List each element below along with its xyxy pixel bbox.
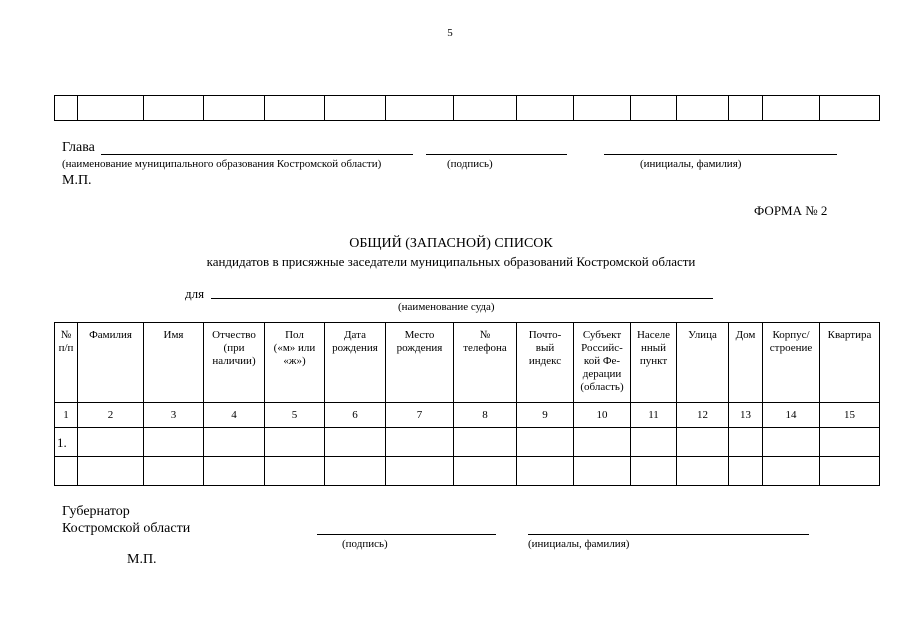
column-header-line: п/п <box>58 342 74 354</box>
column-header <box>631 323 677 403</box>
head-label: Глава <box>62 140 95 155</box>
municipality-line <box>101 154 413 155</box>
table-cell <box>517 457 574 486</box>
column-header-line: № <box>479 329 491 341</box>
table-cell <box>631 457 677 486</box>
table-cell <box>454 428 517 457</box>
table-row <box>55 428 880 457</box>
column-number: 6 <box>325 403 386 428</box>
column-header-line: рождения <box>332 342 378 354</box>
table-cell <box>574 457 631 486</box>
column-header-line: дерации <box>582 368 622 380</box>
column-header-line: (область) <box>580 381 624 393</box>
table-cell <box>144 457 204 486</box>
column-header-line: «ж») <box>283 355 306 367</box>
row-number-cell: 1. <box>55 428 78 457</box>
table-cell <box>677 457 729 486</box>
name-line <box>604 154 837 155</box>
table-cell <box>574 428 631 457</box>
column-number: 9 <box>517 403 574 428</box>
column-header-line: рождения <box>396 342 443 354</box>
column-header-line: № <box>60 329 72 341</box>
table-cell <box>78 457 144 486</box>
table-cell <box>325 428 386 457</box>
column-number: 1 <box>55 403 78 428</box>
column-header-line: строение <box>769 342 813 354</box>
column-header <box>204 323 265 403</box>
table-cell <box>144 428 204 457</box>
for-label: для <box>185 286 205 301</box>
column-header <box>386 323 454 403</box>
column-header-line: Российс- <box>581 342 623 354</box>
list-title: ОБЩИЙ (ЗАПАСНОЙ) СПИСОК <box>349 236 553 251</box>
column-header-line: Пол <box>285 329 304 341</box>
court-caption: (наименование суда) <box>398 301 495 313</box>
column-number: 11 <box>631 403 677 428</box>
column-header <box>517 323 574 403</box>
governor-seal-label: М.П. <box>127 552 157 567</box>
table-cell <box>204 428 265 457</box>
region-label: Костромской области <box>62 521 191 536</box>
table-cell <box>265 428 325 457</box>
column-header <box>763 323 820 403</box>
municipality-caption: (наименование муниципального образования Костромской области) <box>62 158 382 170</box>
column-header-line: (при <box>223 342 245 354</box>
signature-caption: (подпись) <box>447 158 493 170</box>
table-cell <box>325 457 386 486</box>
column-header <box>820 323 880 403</box>
table-header-row <box>55 323 880 403</box>
column-header <box>265 323 325 403</box>
column-header-line: Место <box>404 329 435 341</box>
signature-line <box>426 154 567 155</box>
column-header-line: вый <box>535 342 555 354</box>
table-cell <box>820 428 880 457</box>
column-header-line: Дом <box>735 329 756 341</box>
table-cell <box>729 428 763 457</box>
table-row <box>55 457 880 486</box>
column-header-line: телефона <box>463 342 507 354</box>
table-cell <box>204 457 265 486</box>
column-header <box>454 323 517 403</box>
column-number: 10 <box>574 403 631 428</box>
column-number: 5 <box>265 403 325 428</box>
column-header <box>677 323 729 403</box>
column-header-line: наличии) <box>212 355 256 367</box>
column-header-line: Субъект <box>582 329 622 341</box>
column-number: 3 <box>144 403 204 428</box>
table-cell <box>386 428 454 457</box>
column-header <box>144 323 204 403</box>
governor-label: Губернатор <box>62 504 130 519</box>
governor-signature-line <box>317 534 496 535</box>
column-header-line: кой Фе- <box>583 355 621 367</box>
form-label: ФОРМА № 2 <box>754 203 828 218</box>
column-number: 14 <box>763 403 820 428</box>
table-cell <box>631 428 677 457</box>
column-header-line: Населе <box>636 329 671 341</box>
column-header-line: Корпус/ <box>772 329 810 341</box>
column-number: 2 <box>78 403 144 428</box>
column-header-line: Имя <box>163 329 184 341</box>
table-cell <box>763 457 820 486</box>
table-cell <box>78 428 144 457</box>
column-header-line: Фамилия <box>89 329 132 341</box>
column-number-row <box>55 403 880 428</box>
column-number: 12 <box>677 403 729 428</box>
column-header <box>574 323 631 403</box>
table-cell <box>729 457 763 486</box>
column-header-line: Квартира <box>827 329 872 341</box>
list-subtitle: кандидатов в присяжные заседатели муниципальных образований Костромской области <box>206 254 696 269</box>
column-header <box>78 323 144 403</box>
court-line <box>211 298 713 299</box>
column-header-line: нный <box>640 342 667 354</box>
column-header-line: Дата <box>344 329 366 341</box>
column-header-line: («м» или <box>273 342 316 354</box>
seal-label: М.П. <box>62 173 92 188</box>
table-cell <box>517 428 574 457</box>
column-header <box>325 323 386 403</box>
column-header-line: пункт <box>639 355 668 367</box>
column-header-line: индекс <box>528 355 562 367</box>
column-header-line: Отчество <box>212 329 256 341</box>
column-number: 13 <box>729 403 763 428</box>
table-cell <box>55 457 78 486</box>
name-caption: (инициалы, фамилия) <box>640 158 742 170</box>
governor-name-line <box>528 534 809 535</box>
column-header <box>729 323 763 403</box>
table-cell <box>763 428 820 457</box>
continuation-table <box>54 95 880 121</box>
column-header-line: Улица <box>688 329 717 341</box>
column-number: 15 <box>820 403 880 428</box>
column-number: 8 <box>454 403 517 428</box>
candidates-table <box>54 322 880 486</box>
table-cell <box>265 457 325 486</box>
column-number: 7 <box>386 403 454 428</box>
column-header-line: Почто- <box>528 329 562 341</box>
table-row <box>55 96 880 121</box>
governor-signature-caption: (подпись) <box>342 538 388 550</box>
column-header <box>55 323 78 403</box>
column-number: 4 <box>204 403 265 428</box>
table-cell <box>454 457 517 486</box>
table-cell <box>820 457 880 486</box>
governor-name-caption: (инициалы, фамилия) <box>528 538 630 550</box>
table-cell <box>386 457 454 486</box>
page-number: 5 <box>447 27 453 39</box>
table-cell <box>677 428 729 457</box>
